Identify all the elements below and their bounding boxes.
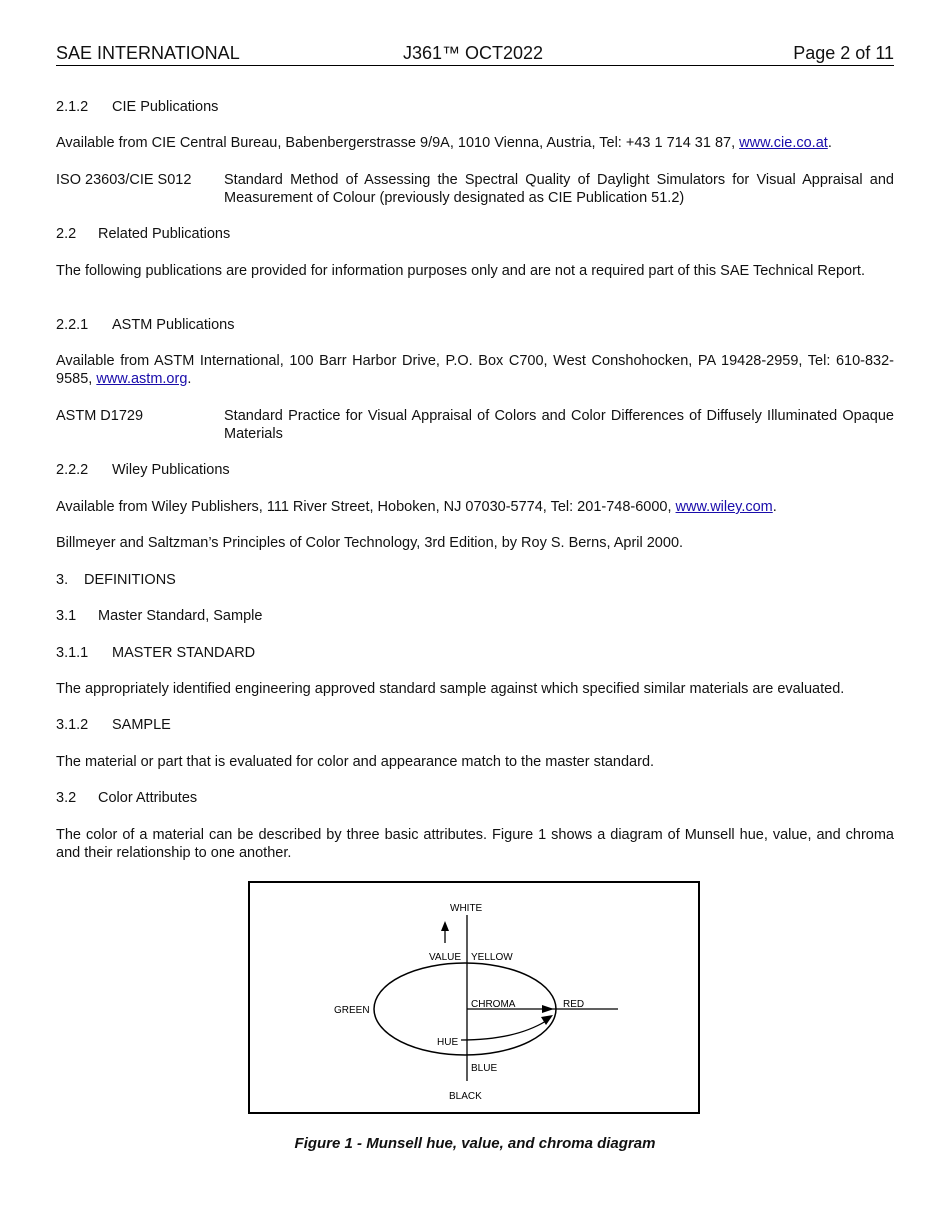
heading-2-2-1 <box>56 316 235 334</box>
munsell-diagram-svg <box>250 883 698 1112</box>
wiley-link[interactable]: www.wiley.com <box>675 499 773 515</box>
label-green: GREEN <box>334 1005 370 1016</box>
label-black: BLACK <box>449 1091 482 1102</box>
astm-link[interactable]: www.astm.org <box>96 371 188 387</box>
section-number: 3.1.2 <box>56 717 89 733</box>
label-chroma: CHROMA <box>471 999 516 1010</box>
section-title: ASTM Publications <box>112 317 235 333</box>
section-title: Master Standard, Sample <box>98 608 263 624</box>
label-yellow: YELLOW <box>471 952 513 963</box>
value-arrow-head <box>441 921 449 931</box>
chroma-arrow-head <box>542 1005 554 1013</box>
book-reference: Billmeyer and Saltzman’s Principles of Color Technology, 3rd Edition, by Roy S. Berns, April 2000. <box>56 535 684 551</box>
section-number: 2.2.2 <box>56 462 89 478</box>
section-title: SAMPLE <box>112 717 171 733</box>
section-number: 3.1.1 <box>56 645 89 661</box>
hue-arrow-curve <box>461 1021 546 1040</box>
label-hue: HUE <box>437 1037 459 1048</box>
reference-description: Standard Practice for Visual Appraisal of Colors and Color Differences of Diffusely Illuminated Opaque Materials <box>224 408 894 442</box>
reference-code: ASTM D1729 <box>56 408 144 424</box>
section-title: Wiley Publications <box>112 462 230 478</box>
header-org: SAE INTERNATIONAL <box>56 43 240 63</box>
heading-3-2 <box>56 789 197 807</box>
header-doc-id: J361™ OCT2022 <box>403 43 544 63</box>
label-blue: BLUE <box>471 1063 498 1074</box>
color-attributes-text: The color of a material can be described by three basic attributes. Figure 1 shows a diagram of Munsell hue, value, and chroma and their relationship to one another. <box>56 827 894 861</box>
heading-3 <box>56 571 176 589</box>
reference-code: ISO 23603/CIE S012 <box>56 172 192 188</box>
label-red: RED <box>563 999 585 1010</box>
related-publications-text: The following publications are provided for information purposes only and are not a required part of this SAE Technical Report. <box>56 263 865 279</box>
wiley-availability: Available from Wiley Publishers, 111 River Street, Hoboken, NJ 07030-5774, Tel: 201-748-6000, www.wiley.com. <box>56 499 777 515</box>
section-title: Related Publications <box>98 226 231 242</box>
sample-definition: The material or part that is evaluated for color and appearance match to the master standard. <box>56 754 655 770</box>
section-number: 3.1 <box>56 608 77 624</box>
cie-availability: Available from CIE Central Bureau, Babenbergerstrasse 9/9A, 1010 Vienna, Austria, Tel: +43 1 714 31 87, www.cie.co.at. <box>56 135 832 151</box>
heading-2-2-2 <box>56 461 230 479</box>
section-number: 2.1.2 <box>56 99 89 115</box>
cie-link[interactable]: www.cie.co.at <box>739 135 828 151</box>
section-number: 2.2 <box>56 226 77 242</box>
availability-text: Available from CIE Central Bureau, Babenbergerstrasse 9/9A, 1010 Vienna, Austria, Tel: +43 1 714 31 87, <box>56 135 740 151</box>
heading-3-1-1 <box>56 644 255 662</box>
section-title: Color Attributes <box>98 790 198 806</box>
figure-caption: Figure 1 - Munsell hue, value, and chroma diagram <box>294 1135 656 1152</box>
astm-availability: Available from ASTM International, 100 Barr Harbor Drive, P.O. Box C700, West Conshohocken, PA 19428-2959, Tel: 610-832-9585, www.astm.org. <box>56 353 894 387</box>
section-number: 2.2.1 <box>56 317 89 333</box>
label-value: VALUE <box>429 952 462 963</box>
reference-iso-23603 <box>56 171 894 207</box>
section-title: MASTER STANDARD <box>112 645 256 661</box>
reference-description: Standard Method of Assessing the Spectral Quality of Daylight Simulators for Visual Appraisal and Measurement of Colour (previously designated as CIE Publication 51.2) <box>224 172 894 206</box>
section-title: DEFINITIONS <box>84 572 176 588</box>
section-title: CIE Publications <box>112 99 219 115</box>
master-standard-definition: The appropriately identified engineering approved standard sample against which specified similar materials are evaluated. <box>56 681 845 697</box>
heading-2-2 <box>56 225 230 243</box>
availability-text: Available from ASTM International, 100 Barr Harbor Drive, P.O. Box C700, West Conshohocken, PA 19428-2959, Tel: 610-832-9585, <box>56 353 894 387</box>
heading-2-1-2 <box>56 98 218 116</box>
section-number: 3. <box>56 572 69 588</box>
munsell-diagram <box>248 881 700 1114</box>
availability-text: Available from Wiley Publishers, 111 River Street, Hoboken, NJ 07030-5774, Tel: 201-748-6000, <box>56 499 676 515</box>
header-page-number: Page 2 of 11 <box>793 43 894 63</box>
page-header <box>56 43 894 66</box>
section-number: 3.2 <box>56 790 77 806</box>
heading-3-1 <box>56 607 262 625</box>
reference-astm-d1729 <box>56 407 894 443</box>
label-white: WHITE <box>450 903 483 914</box>
heading-3-1-2 <box>56 716 171 734</box>
